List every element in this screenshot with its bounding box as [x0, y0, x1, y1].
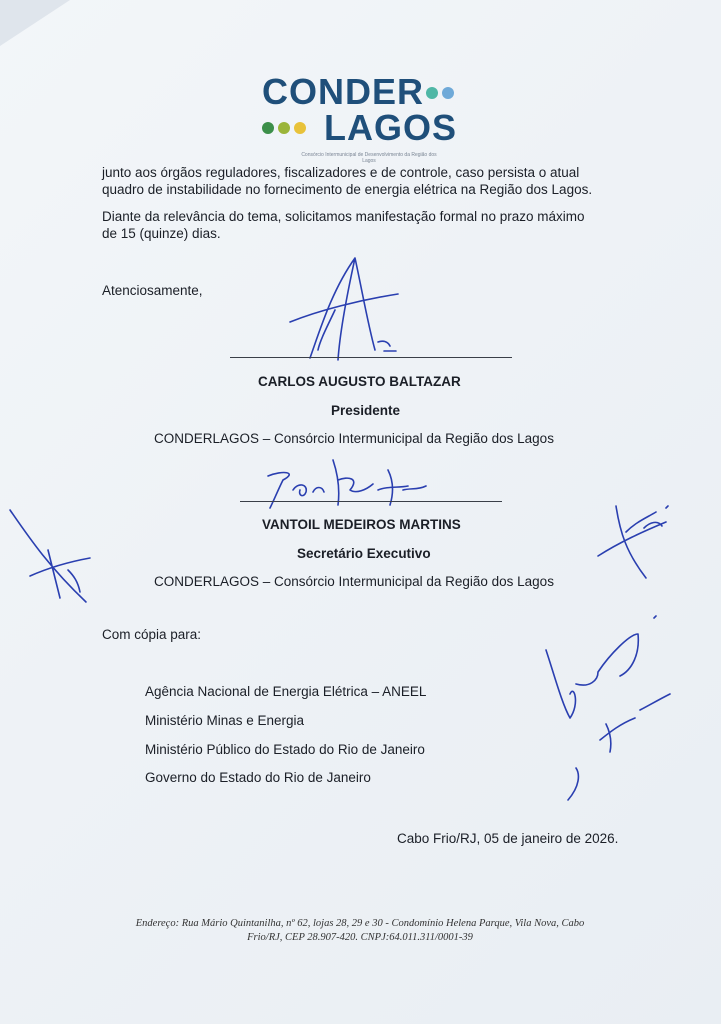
margin-initials-right-top [596, 492, 676, 582]
body-paragraph-1-line-1: junto aos órgãos reguladores, fiscalizadores e de controle, caso persista o atual [102, 165, 580, 180]
logo-subtitle: Consórcio Intermunicipal de Desenvolvimento da Região dos Lagos [301, 152, 437, 164]
copy-recipient: Ministério Público do Estado do Rio de Janeiro [145, 742, 425, 757]
conderlagos-logo [258, 72, 468, 164]
signature-line-2 [240, 501, 502, 502]
signatory-2-organization: CONDERLAGOS – Consórcio Intermunicipal da Região dos Lagos [154, 574, 554, 589]
signatory-1-role: Presidente [331, 403, 401, 418]
logo-dot-yellow [294, 122, 306, 134]
copy-recipient: Agência Nacional de Energia Elétrica – ANEEL [145, 684, 427, 699]
logo-dot-blue [442, 87, 454, 99]
logo-dot-green [262, 122, 274, 134]
closing-salutation: Atenciosamente, [102, 283, 203, 298]
signature-vantoil-martins [238, 450, 438, 520]
logo-dot-olive [278, 122, 290, 134]
copy-recipient: Governo do Estado do Rio de Janeiro [145, 770, 371, 785]
date-place-line: Cabo Frio/RJ, 05 de janeiro de 2026. [397, 831, 619, 846]
body-paragraph-2-line-1: Diante da relevância do tema, solicitamos manifestação formal no prazo máximo [102, 209, 585, 224]
signatory-2-name: VANTOIL MEDEIROS MARTINS [262, 517, 461, 532]
logo-dot-teal [426, 87, 438, 99]
footer-address-line-1: Endereço: Rua Mário Quintanilha, nº 62, lojas 28, 29 e 30 - Condomínio Helena Parque, Vila Nova, Cabo [135, 918, 585, 929]
logo-line-conder: CONDER [262, 71, 425, 112]
margin-initials-left [8, 506, 98, 606]
signature-line-1 [230, 357, 512, 358]
logo-line-lagos: LAGOS [324, 107, 458, 148]
body-paragraph-2-line-2: de 15 (quinze) dias. [102, 226, 221, 241]
margin-initials-right-bottom [540, 614, 690, 804]
signatory-1-organization: CONDERLAGOS – Consórcio Intermunicipal da Região dos Lagos [154, 431, 554, 446]
signature-carlos-baltazar [280, 250, 410, 370]
signatory-2-role: Secretário Executivo [297, 546, 431, 561]
page-corner-fold [0, 0, 70, 46]
footer-address [60, 917, 660, 945]
copy-heading: Com cópia para: [102, 627, 202, 642]
footer-address-line-2: Frio/RJ, CEP 28.907-420. CNPJ:64.011.311/0001-39 [247, 932, 473, 943]
body-paragraph-1-line-2: quadro de instabilidade no fornecimento de energia elétrica na Região dos Lagos. [102, 182, 593, 197]
signatory-1-name: CARLOS AUGUSTO BALTAZAR [258, 374, 461, 389]
copy-recipient: Ministério Minas e Energia [145, 713, 305, 728]
